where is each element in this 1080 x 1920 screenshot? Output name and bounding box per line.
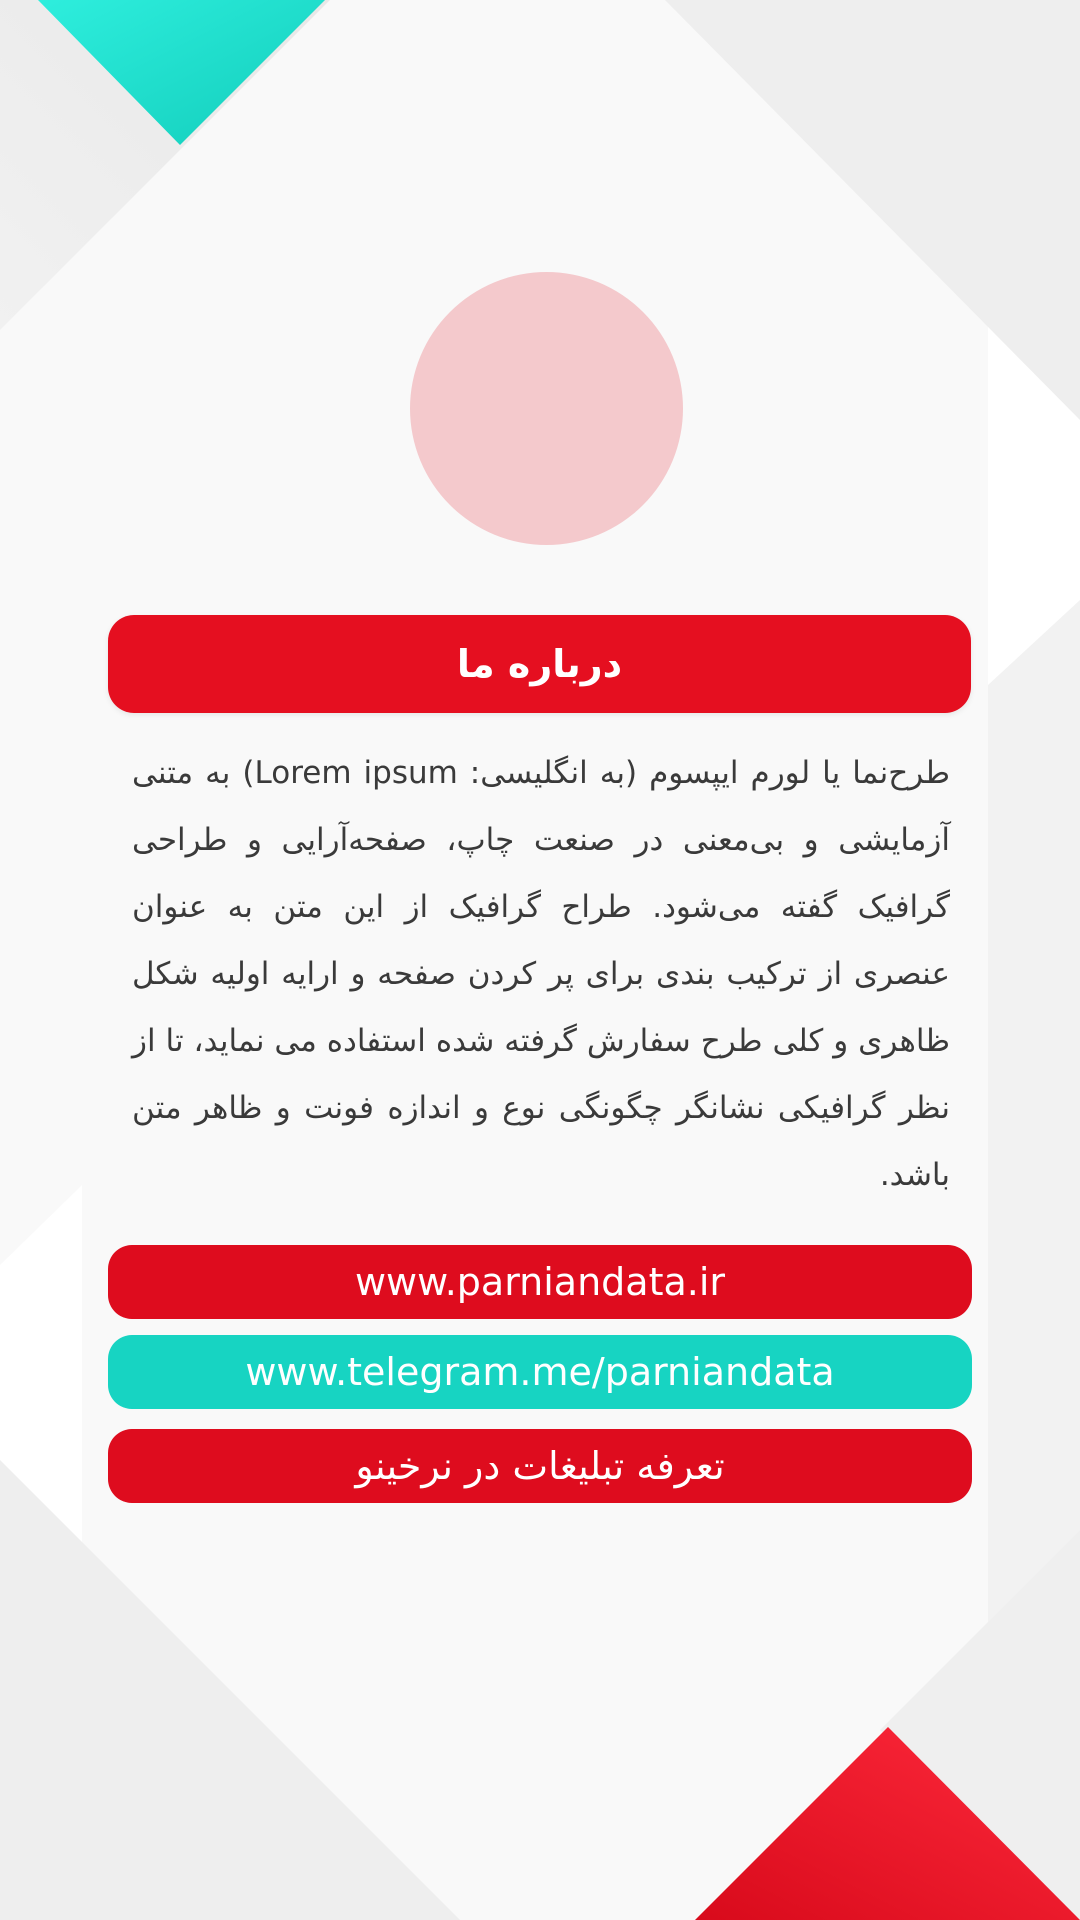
- about-title-banner: [108, 615, 971, 713]
- about-title: درباره ما: [456, 642, 623, 686]
- about-description: طرح‌نما یا لورم ایپسوم (به انگلیسی: Lorem ipsum) به متنی آزمایشی و بی‌معنی در صنعت چاپ، صفحه‌آرایی و طراحی گرافیک گفته می‌شود. طراح گرافیک از این متن به عنوان عنصری از ترکیب بندی برای پر کردن صفحه و ارایه اولیه شکل ظاهری و کلی طرح سفارش گرفته شده استفاده می نماید، تا از نظر گرافیکی نشانگر چگونگی نوع و اندازه فونت و ظاهر متن باشد.: [132, 755, 950, 1193]
- telegram-link-label: www.telegram.me/parniandata: [245, 1350, 835, 1394]
- website-link-label: www.parniandata.ir: [354, 1260, 726, 1304]
- ad-pricing-label: تعرفه تبلیغات در نرخینو: [355, 1444, 725, 1488]
- ad-pricing-button[interactable]: [108, 1429, 972, 1503]
- avatar: [410, 272, 683, 545]
- telegram-link-button[interactable]: [108, 1335, 972, 1409]
- website-link-button[interactable]: [108, 1245, 972, 1319]
